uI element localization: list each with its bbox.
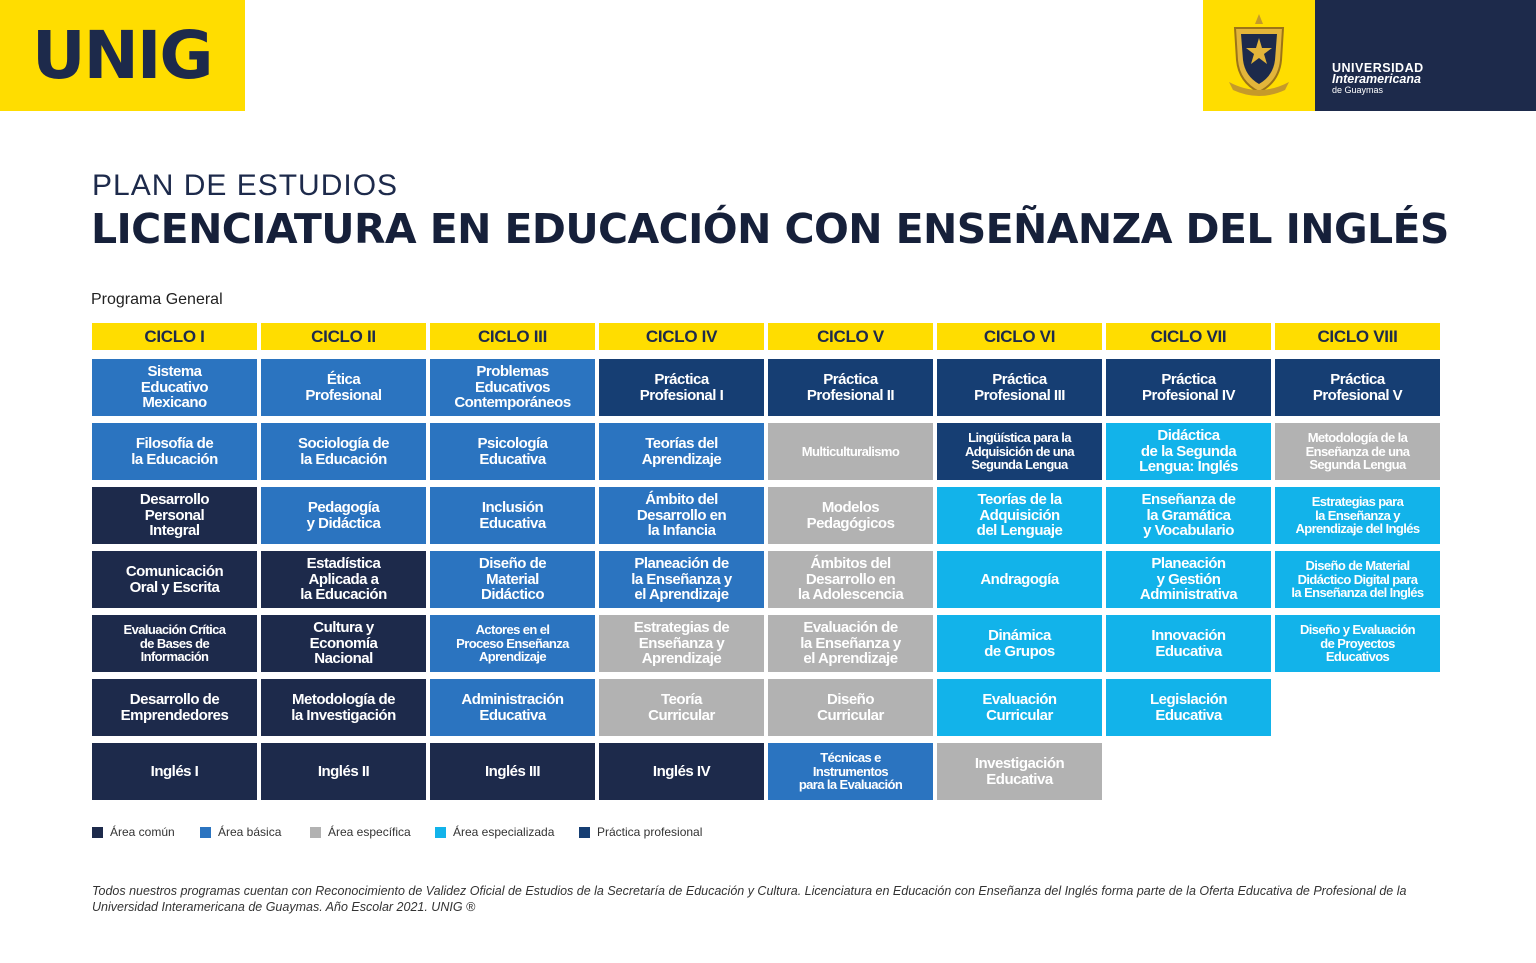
course-cell: Desarrollo de Emprendedores	[92, 679, 257, 736]
cycle-header: CICLO VII	[1106, 323, 1271, 350]
cycle-column	[937, 323, 1102, 788]
university-crest-icon	[1225, 12, 1293, 98]
university-name-line2: Interamericana	[1332, 72, 1421, 86]
legend-label: Área común	[110, 825, 175, 839]
course-cell: Técnicas e Instrumentos para la Evaluación	[768, 743, 933, 800]
course-cell: Pedagogía y Didáctica	[261, 487, 426, 544]
footnote: Todos nuestros programas cuentan con Reconocimiento de Validez Oficial de Estudios de la Secretaría de Educación y Cultura. Licenciatura en Educación con Enseñanza del Inglés forma parte de la Oferta Educativa de Profesional de la Universidad Interamericana de Guaymas. Año Escolar 2021. UNIG ®	[92, 884, 1407, 914]
course-cell: Teorías de la Adquisición del Lenguaje	[937, 487, 1102, 544]
cycle-header: CICLO VIII	[1275, 323, 1440, 350]
course-cell: Evaluación Crítica de Bases de Información	[92, 615, 257, 672]
course-cell: Psicología Educativa	[430, 423, 595, 480]
legend-label: Área específica	[328, 825, 411, 839]
cycle-header: CICLO VI	[937, 323, 1102, 350]
legend-swatch	[200, 827, 211, 838]
course-cell: Administración Educativa	[430, 679, 595, 736]
university-name-box	[1315, 0, 1536, 111]
course-cell: Cultura y Economía Nacional	[261, 615, 426, 672]
cycle-header: CICLO III	[430, 323, 595, 350]
course-cell: Diseño de Material Didáctico	[430, 551, 595, 608]
crest-box	[1203, 0, 1315, 111]
course-cell: Investigación Educativa	[937, 743, 1102, 800]
legend-swatch	[579, 827, 590, 838]
course-cell: Diseño de Material Didáctico Digital para la Enseñanza del Inglés	[1275, 551, 1440, 608]
course-cell: Evaluación Curricular	[937, 679, 1102, 736]
cycle-column	[1275, 323, 1440, 665]
course-cell: Estadística Aplicada a la Educación	[261, 551, 426, 608]
course-cell: Estrategias para la Enseñanza y Aprendizaje del Inglés	[1275, 487, 1440, 544]
course-cell: Innovación Educativa	[1106, 615, 1271, 672]
course-cell: Práctica Profesional V	[1275, 359, 1440, 416]
course-cell: Ámbito del Desarrollo en la Infancia	[599, 487, 764, 544]
page-subtitle: PLAN DE ESTUDIOS	[92, 169, 399, 202]
cycle-column	[92, 323, 257, 780]
course-cell: Inclusión Educativa	[430, 487, 595, 544]
legend-swatch	[310, 827, 321, 838]
cycle-column	[430, 323, 595, 780]
course-cell: Inglés II	[261, 743, 426, 800]
course-cell: Sociología de la Educación	[261, 423, 426, 480]
course-cell: Ámbitos del Desarrollo en la Adolescencia	[768, 551, 933, 608]
course-cell: Desarrollo Personal Integral	[92, 487, 257, 544]
course-cell: Problemas Educativos Contemporáneos	[430, 359, 595, 416]
cycle-header: CICLO V	[768, 323, 933, 350]
course-cell: Planeación y Gestión Administrativa	[1106, 551, 1271, 608]
course-cell: Metodología de la Investigación	[261, 679, 426, 736]
course-cell: Multiculturalismo	[768, 423, 933, 480]
course-cell: Sistema Educativo Mexicano	[92, 359, 257, 416]
course-cell: Práctica Profesional IV	[1106, 359, 1271, 416]
course-cell: Estrategias de Enseñanza y Aprendizaje	[599, 615, 764, 672]
course-cell: Filosofía de la Educación	[92, 423, 257, 480]
cycle-header: CICLO IV	[599, 323, 764, 350]
legend-label: Práctica profesional	[597, 825, 703, 839]
course-cell: Inglés III	[430, 743, 595, 800]
course-cell: Teoría Curricular	[599, 679, 764, 736]
cycle-column	[768, 323, 933, 793]
course-cell: Planeación de la Enseñanza y el Aprendizaje	[599, 551, 764, 608]
cycle-header: CICLO I	[92, 323, 257, 350]
course-cell: Práctica Profesional I	[599, 359, 764, 416]
course-cell: Dinámica de Grupos	[937, 615, 1102, 672]
course-cell: Enseñanza de la Gramática y Vocabulario	[1106, 487, 1271, 544]
course-cell: Práctica Profesional II	[768, 359, 933, 416]
legend-label: Área básica	[218, 825, 282, 839]
cycle-column	[261, 323, 426, 780]
university-name-line1: UNIVERSIDAD	[1332, 61, 1424, 75]
course-cell: Evaluación de la Enseñanza y el Aprendizaje	[768, 615, 933, 672]
brand-logo-text: UNIG	[32, 17, 212, 94]
course-cell: Inglés I	[92, 743, 257, 800]
course-cell: Andragogía	[937, 551, 1102, 608]
course-cell: Didáctica de la Segunda Lengua: Inglés	[1106, 423, 1271, 480]
course-cell: Actores en el Proceso Enseñanza Aprendizaje	[430, 615, 595, 672]
brand-logo-box	[0, 0, 245, 111]
program-label: Programa General	[91, 291, 223, 308]
course-cell: Ética Profesional	[261, 359, 426, 416]
page-title: LICENCIATURA EN EDUCACIÓN CON ENSEÑANZA DEL INGLÉS	[91, 205, 1449, 253]
cycle-column	[1106, 323, 1271, 724]
legend-label: Área especializada	[453, 825, 555, 839]
course-cell: Teorías del Aprendizaje	[599, 423, 764, 480]
course-cell: Inglés IV	[599, 743, 764, 800]
cycle-column	[599, 323, 764, 780]
course-cell: Práctica Profesional III	[937, 359, 1102, 416]
cycle-header: CICLO II	[261, 323, 426, 350]
legend-swatch	[435, 827, 446, 838]
course-cell: Lingüística para la Adquisición de una Segunda Lengua	[937, 423, 1102, 480]
legend-swatch	[92, 827, 103, 838]
course-cell: Diseño y Evaluación de Proyectos Educativos	[1275, 615, 1440, 672]
course-cell: Modelos Pedagógicos	[768, 487, 933, 544]
course-cell: Legislación Educativa	[1106, 679, 1271, 736]
university-name-line3: de Guaymas	[1332, 85, 1384, 95]
course-cell: Comunicación Oral y Escrita	[92, 551, 257, 608]
course-cell: Diseño Curricular	[768, 679, 933, 736]
course-cell: Metodología de la Enseñanza de una Segunda Lengua	[1275, 423, 1440, 480]
